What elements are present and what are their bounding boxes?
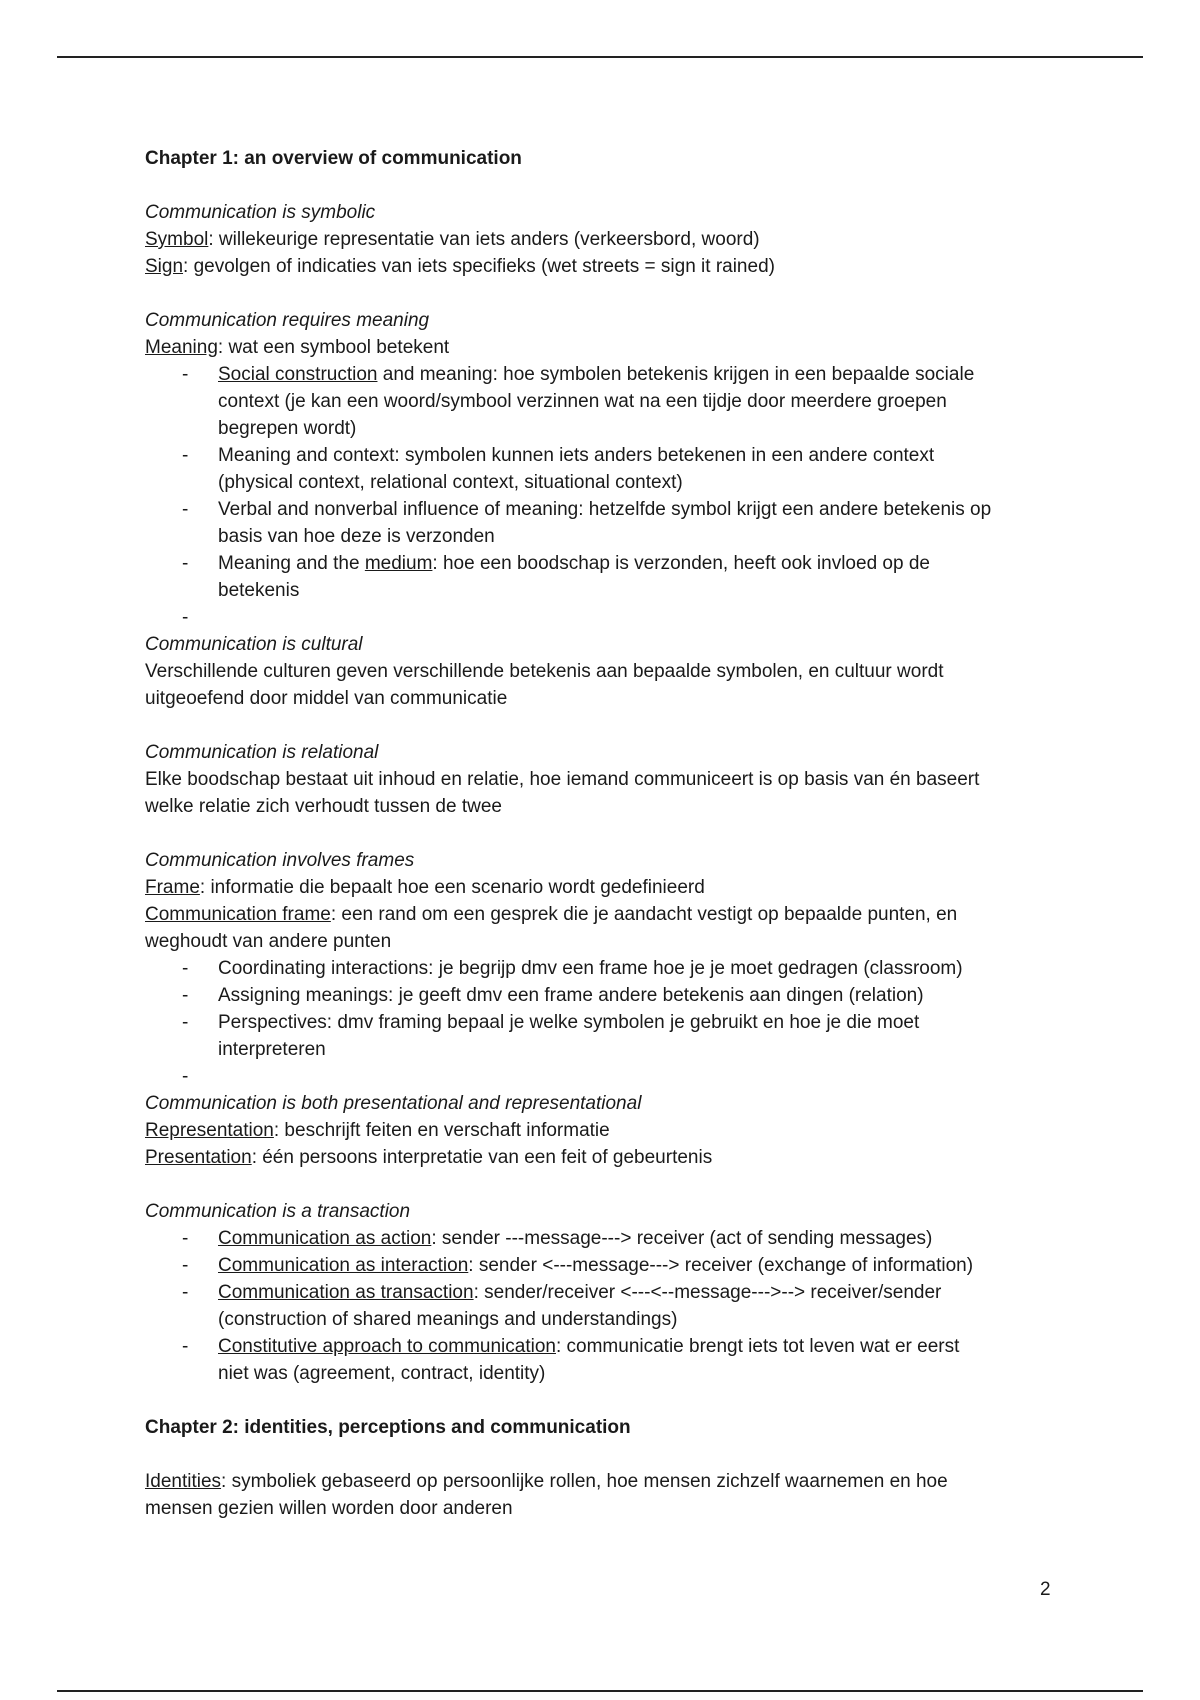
identities-definition: Identities: symboliek gebaseerd op persoonlijke rollen, hoe mensen zichzelf waarnemen en hoe	[145, 1471, 948, 1492]
footer-rule	[57, 1690, 1143, 1692]
section-relational-heading: Communication is relational	[145, 742, 379, 763]
section-symbolic-heading: Communication is symbolic	[145, 202, 376, 223]
sign-term: Sign	[145, 256, 184, 277]
symbol-definition: Symbol: willekeurige representatie van iets anders (verkeersbord, woord)	[145, 229, 760, 250]
section-meaning-heading: Communication requires meaning	[145, 310, 430, 331]
list-item: - Constitutive approach to communication: communicatie brengt iets tot leven wat er eerst niet was (agreement, contract, identity)	[182, 1336, 960, 1384]
list-item: - Meaning and context: symbolen kunnen iets anders betekenen in een andere context (physical context, relational context, situational context)	[182, 445, 935, 493]
communication-frame-definition-cont: weghoudt van andere punten	[145, 931, 392, 952]
section-frames-heading: Communication involves frames	[145, 850, 415, 871]
section-transaction-heading: Communication is a transaction	[145, 1201, 411, 1222]
representation-definition: Representation: beschrijft feiten en verschaft informatie	[145, 1120, 610, 1141]
list-item: - Meaning and the medium: hoe een boodschap is verzonden, heeft ook invloed op de betekenis	[182, 553, 930, 601]
list-item-empty: -	[182, 1066, 189, 1087]
cultural-text-line-2: uitgeoefend door middel van communicatie	[145, 688, 508, 709]
presentation-term: Presentation	[145, 1147, 252, 1168]
meaning-term: Meaning	[145, 337, 218, 358]
page-number: 2	[1040, 1579, 1051, 1600]
list-item: - Communication as action: sender ---message---> receiver (act of sending messages)	[182, 1228, 933, 1249]
identities-term: Identities	[145, 1471, 222, 1492]
cultural-text-line-1: Verschillende culturen geven verschillende betekenis aan bepaalde symbolen, en cultuur wordt	[145, 661, 944, 682]
communication-frame-term: Communication frame	[145, 904, 331, 925]
list-item: - Assigning meanings: je geeft dmv een frame andere betekenis aan dingen (relation)	[182, 985, 924, 1006]
section-cultural-heading: Communication is cultural	[145, 634, 363, 655]
list-item: - Verbal and nonverbal influence of meaning: hetzelfde symbol krijgt een andere betekenis op basis van hoe deze is verzonden	[182, 499, 992, 547]
identities-definition-cont: mensen gezien willen worden door anderen	[145, 1498, 513, 1519]
communication-frame-definition: Communication frame: een rand om een gesprek die je aandacht vestigt op bepaalde punten, en	[145, 904, 958, 925]
document-body	[145, 145, 1075, 1522]
chapter-2-title: Chapter 2: identities, perceptions and communication	[145, 1417, 631, 1438]
frame-definition: Frame: informatie die bepaalt hoe een scenario wordt gedefinieerd	[145, 877, 705, 898]
sign-definition: Sign: gevolgen of indicaties van iets specifieks (wet streets = sign it rained)	[145, 256, 775, 277]
symbol-term: Symbol	[145, 229, 209, 250]
list-item-empty: -	[182, 607, 189, 628]
list-item: - Communication as transaction: sender/receiver <---<--message--->--> receiver/sender (construction of shared meanings and understandings)	[182, 1282, 942, 1330]
chapter-1-title: Chapter 1: an overview of communication	[145, 148, 522, 169]
presentation-definition: Presentation: één persoons interpretatie van een feit of gebeurtenis	[145, 1147, 713, 1168]
relational-text-line-1: Elke boodschap bestaat uit inhoud en relatie, hoe iemand communiceert is op basis van én baseert	[145, 769, 980, 790]
relational-text-line-2: welke relatie zich verhoudt tussen de twee	[145, 796, 502, 817]
frames-list	[145, 955, 1075, 1090]
list-item: - Social construction and meaning: hoe symbolen betekenis krijgen in een bepaalde sociale context (je kan een woord/symbool verzinnen wat na een tijdje door meerdere groepen begrepen wordt)	[182, 364, 975, 439]
list-item: - Perspectives: dmv framing bepaal je welke symbolen je gebruikt en hoe je die moet interpreteren	[182, 1012, 920, 1060]
list-item: - Communication as interaction: sender <---message---> receiver (exchange of information)	[182, 1255, 974, 1276]
representation-term: Representation	[145, 1120, 274, 1141]
transaction-list	[145, 1225, 1075, 1387]
meaning-list	[145, 361, 1075, 631]
list-item: - Coordinating interactions: je begrijp dmv een frame hoe je je moet gedragen (classroom)	[182, 958, 963, 979]
meaning-definition: Meaning: wat een symbool betekent	[145, 337, 450, 358]
frame-term: Frame	[145, 877, 200, 898]
section-presentational-heading: Communication is both presentational and representational	[145, 1093, 642, 1114]
header-rule	[57, 56, 1143, 58]
